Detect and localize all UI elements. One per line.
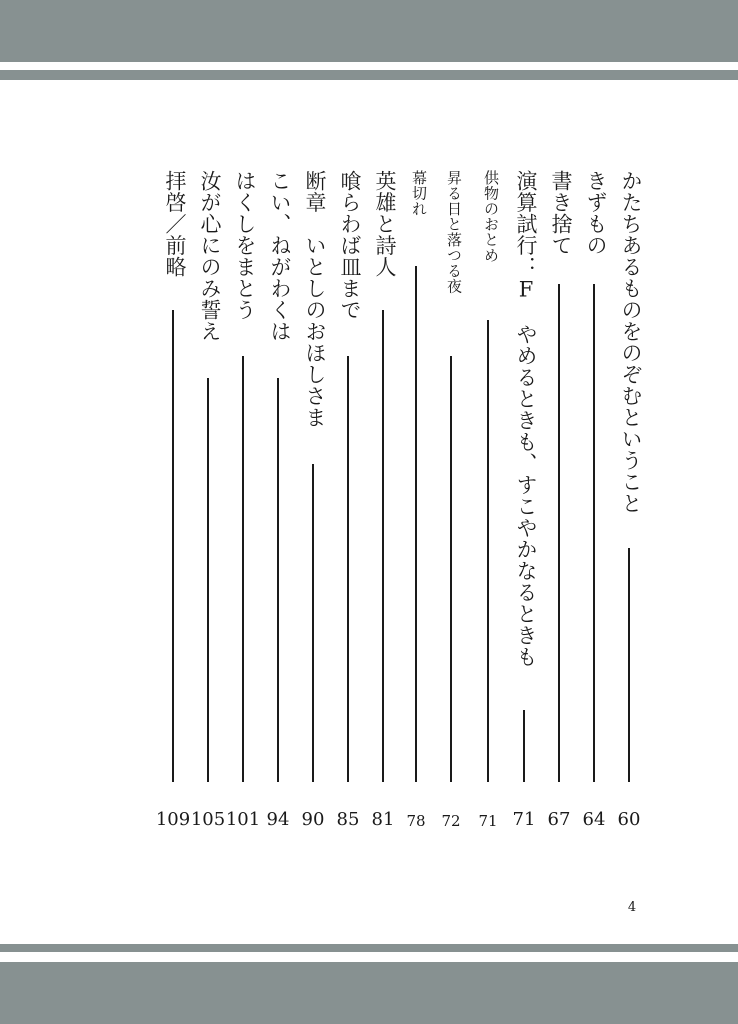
bottom-footer-band xyxy=(0,962,738,1024)
leader-line xyxy=(382,310,383,782)
leader-line xyxy=(628,548,629,782)
top-stripe xyxy=(0,70,738,80)
toc-entry xyxy=(582,170,606,830)
toc-entry-title: 拝啓／前略 xyxy=(163,170,187,278)
toc-entry xyxy=(336,170,360,830)
toc-entry-title: きずもの xyxy=(584,170,608,256)
toc-entry-page: 105 xyxy=(190,809,226,830)
toc-entry-page: 71 xyxy=(478,812,498,830)
toc-entry xyxy=(617,170,641,830)
toc-entry-title: かたちあるものをのぞむということ xyxy=(619,170,643,514)
leader-line xyxy=(593,284,594,782)
toc-entry-title: 汝が心にのみ誓え xyxy=(198,170,222,342)
toc-entry-page: 101 xyxy=(225,809,261,830)
toc-entry-title: 英雄と詩人 xyxy=(373,170,397,278)
leader-line xyxy=(450,356,451,782)
toc-entry xyxy=(371,170,395,830)
toc-entry-page: 90 xyxy=(301,809,325,830)
toc-entry-title: 書き捨て xyxy=(549,170,573,256)
toc-entry xyxy=(190,170,226,830)
bottom-stripe xyxy=(0,944,738,952)
leader-line xyxy=(242,356,243,782)
toc-entry-title: 供物のおとめ xyxy=(482,170,500,263)
leader-line xyxy=(277,378,278,782)
toc-entry-page: 94 xyxy=(266,809,290,830)
toc-entry-title: こい、ねがわくは xyxy=(268,170,292,342)
leader-line xyxy=(415,266,416,782)
toc-entry xyxy=(225,170,261,830)
toc-entry-title: 断章 いとしのおほしさま xyxy=(303,170,327,428)
toc-entry-page: 71 xyxy=(512,809,536,830)
toc-entry-title: 昇る日と落つる夜 xyxy=(445,170,463,294)
toc-entry xyxy=(266,170,290,830)
toc-entry-page: 85 xyxy=(336,809,360,830)
leader-line xyxy=(347,356,348,782)
toc-entry xyxy=(406,170,426,830)
leader-line xyxy=(172,310,173,782)
toc-entry-page: 81 xyxy=(371,809,395,830)
toc-entry xyxy=(155,170,191,830)
leader-line xyxy=(207,378,208,782)
toc-entry-title: 幕切れ xyxy=(410,170,428,217)
toc-entry-page: 64 xyxy=(582,809,606,830)
toc-entry xyxy=(301,170,325,830)
leader-line xyxy=(558,284,559,782)
toc-entry-title: はくしをまとう xyxy=(233,170,257,321)
leader-line xyxy=(312,464,313,782)
leader-line xyxy=(487,320,488,782)
toc-entry-page: 60 xyxy=(617,809,641,830)
toc-entry xyxy=(512,170,536,830)
page-number: 4 xyxy=(627,900,637,915)
toc-entry-page: 78 xyxy=(406,812,426,830)
toc-entry xyxy=(478,170,498,830)
toc-entry-title: 演算試行：F やめるときも、すこやかなるときも xyxy=(514,170,538,668)
top-header-band xyxy=(0,0,738,62)
toc-entry xyxy=(547,170,571,830)
toc-entry-page: 109 xyxy=(155,809,191,830)
toc-entry-page: 72 xyxy=(441,812,461,830)
toc-entry-title: 喰らわば皿まで xyxy=(338,170,362,321)
toc-entry xyxy=(441,170,461,830)
leader-line xyxy=(523,710,524,782)
toc-entry-page: 67 xyxy=(547,809,571,830)
